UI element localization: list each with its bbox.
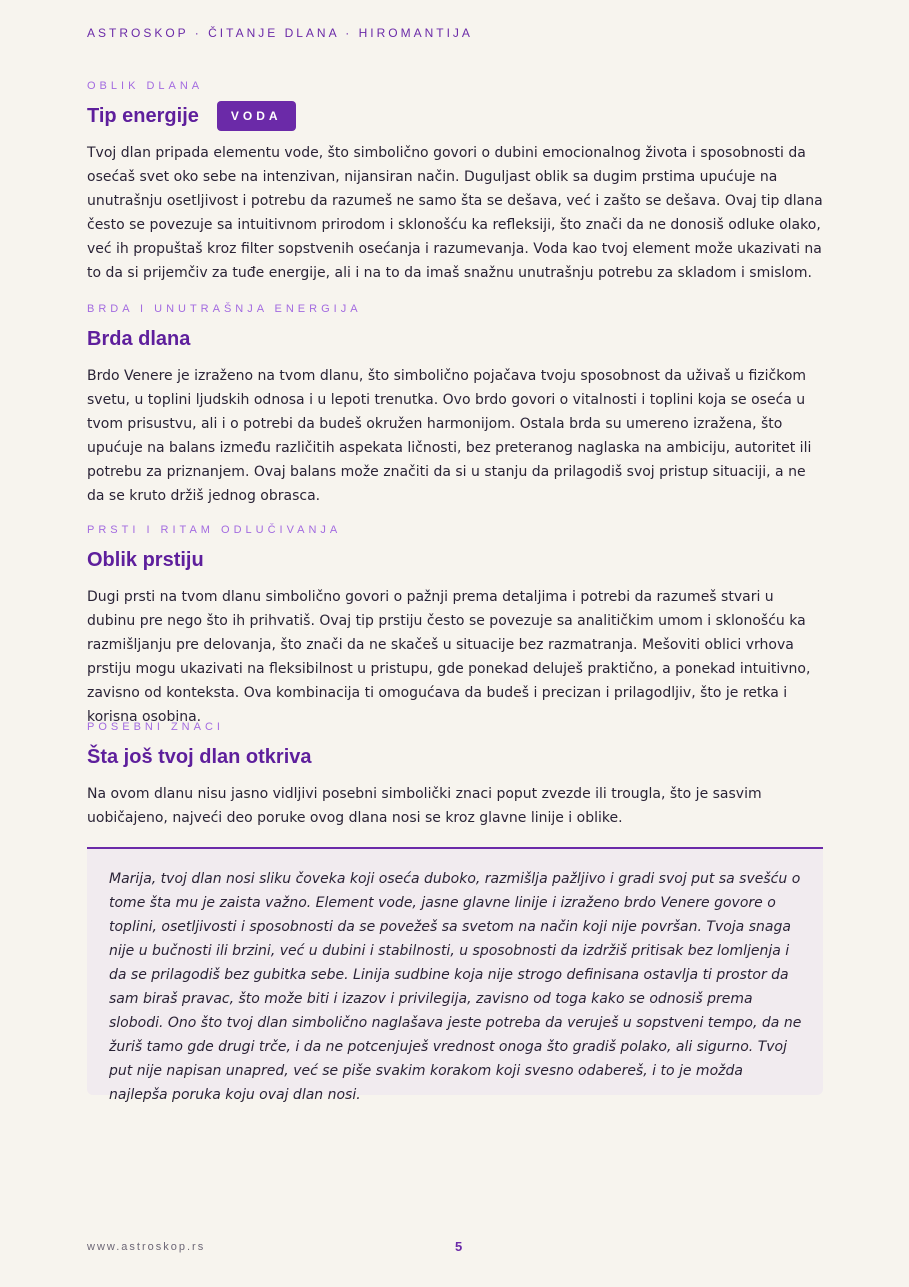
summary-quote-box	[87, 847, 823, 1103]
section-title	[87, 101, 823, 131]
section-title: Oblik prstiju	[87, 548, 204, 571]
running-header: ASTROSKOP · ČITANJE DLANA · HIROMANTIJA	[87, 26, 473, 40]
section-title: Šta još tvoj dlan otkriva	[87, 745, 312, 768]
section-body: Dugi prsti na tvom dlanu simbolično govori o pažnji prema detaljima i potrebi da razumeš stvari u dubinu pre nego što ih prihvatiš. Ovaj tip prstiju često se povezuje sa analitičkim umom i sklonošću ka razmišljanju pre delovanja, što znači da ne skačeš u situacije bez razmatranja. Mešoviti oblici vrhova prstiju mogu ukazivati na fleksibilnost u pristupu, gde ponekad deluješ praktično, a ponekad intuitivno, zavisno od konteksta. Ova kombinacija ti omogućava da budeš i precizan i prilagodljiv, što je retka i korisna osobina.	[87, 589, 811, 725]
section-body: Na ovom dlanu nisu jasno vidljivi posebni simbolički znaci poput zvezde ili trougla, što je sasvim uobičajeno, najveći deo poruke ovog dlana nosi se kroz glavne linije i oblike.	[87, 786, 762, 826]
section-title: Brda dlana	[87, 327, 191, 350]
section-body: Brdo Venere je izraženo na tvom dlanu, što simbolično pojačava tvoju sposobnost da uživaš u fizičkom svetu, u toplini ljudskih odnosa i u lepoti trenutka. Ovo brdo govori o vitalnosti i toplini koja se oseća u tvom prisustvu, ali i o potrebi da budeš okružen harmonijom. Ostala brda su umereno izražena, što upućuje na balans između različitih aspekata ličnosti, bez preteranog naglaska na ambiciju, autoritet ili potrebu za priznanjem. Ovaj balans može značiti da si u stanju da prilagodiš svoj pristup situaciji, a ne da se kruto držiš jednog obrasca.	[87, 368, 812, 504]
section-eyebrow: PRSTI I RITAM ODLUČIVANJA	[87, 524, 342, 536]
section-eyebrow: POSEBNI ZNACI	[87, 721, 224, 733]
section-fingers	[87, 524, 823, 729]
summary-quote-text: Marija, tvoj dlan nosi sliku čoveka koji oseća duboko, razmišlja pažljivo i gradi svoj put sa svešću o tome šta mu je zaista važno. Element vode, jasne glavne linije i izraženo brdo Venere govore o toplini, osetljivosti i sposobnosti da se povežeš sa svetom na način koji nije površan. Tvoja snaga nije u bučnosti ili brzini, već u dubini i stabilnosti, u sposobnosti da izdržiš pritisak bez lomljenja i da se prilagodiš bez gubitka sebe. Linija sudbine koja nije strogo definisana ostavlja ti prostor da sam biraš pravac, što može biti i izazov i privilegija, zavisno od toga kako se odnosiš prema slobodi. Ono što tvoj dlan simbolično naglašava jeste potreba da veruješ u sopstveni tempo, da ne žuriš tamo gde drugi trče, i da ne potcenjuješ vrednost onoga što gradiš polako, ali sigurno. Tvoj put nije napisan unapred, već se piše svakim korakom koji svesno odabereš, i to je možda najlepša poruka koju ovaj dlan nosi.	[109, 871, 802, 1103]
section-title-text: Tip energije	[87, 104, 199, 127]
section-eyebrow: BRDA I UNUTRAŠNJA ENERGIJA	[87, 303, 362, 315]
element-badge: VODA	[217, 101, 296, 131]
section-eyebrow: OBLIK DLANA	[87, 80, 204, 92]
section-palm-shape	[87, 80, 823, 285]
section-mounts	[87, 303, 823, 508]
page-number: 5	[455, 1239, 463, 1254]
section-special-signs	[87, 721, 823, 830]
footer-url: www.astroskop.rs	[87, 1241, 206, 1253]
section-body: Tvoj dlan pripada elementu vode, što simbolično govori o dubini emocionalnog života i sposobnosti da osećaš svet oko sebe na intenzivan, nijansiran način. Duguljast oblik sa dugim prstima upućuje na unutrašnju osetljivost i potrebu da razumeš ne samo šta se dešava, već i zašto se dešava. Ovaj tip dlana često se povezuje sa intuitivnom prirodom i sklonošću ka refleksiji, što znači da ne donosiš odluke olako, već ih propuštaš kroz filter sopstvenih osećanja i razumevanja. Voda kao tvoj element može ukazivati na to da si prijemčiv za tuđe energije, ali i na to da imaš snažnu unutrašnju potrebu za skladom i smislom.	[87, 145, 823, 281]
